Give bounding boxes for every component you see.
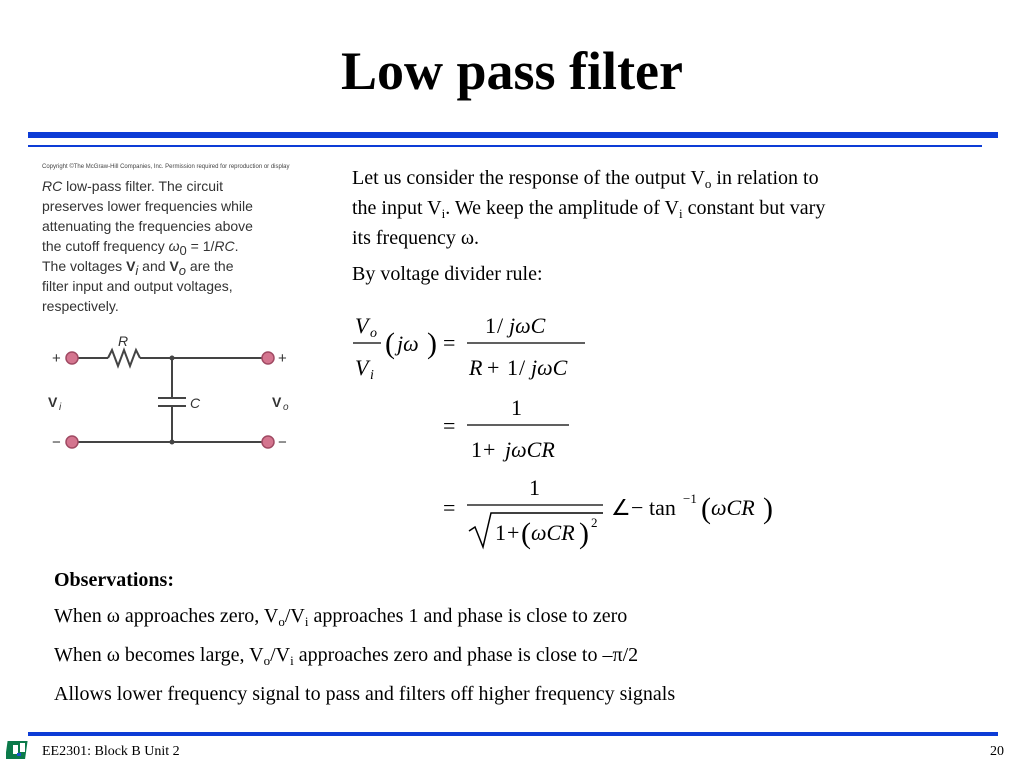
observations-heading: Observations: [54, 569, 174, 591]
equation-line-3 [443, 475, 773, 550]
slide-title: Low pass filter [341, 41, 683, 101]
observation-high-frequency: When ω becomes large, $V_o/V_i$ approaches zero and phase is close to –π/2 [54, 644, 639, 668]
svg-text:/: / [519, 355, 526, 380]
input-terminal-bottom [66, 436, 78, 448]
divider-rule-text: By voltage divider rule: [352, 263, 543, 285]
university-logo-icon [6, 738, 34, 764]
svg-text:−: − [631, 495, 644, 520]
svg-text:1: 1 [507, 355, 518, 380]
svg-text:−1: −1 [683, 491, 697, 506]
output-terminal-bottom [262, 436, 274, 448]
svg-text:jωCR: jωCR [505, 437, 555, 462]
svg-text:R: R [469, 355, 483, 380]
figure-caption: RC low-pass filter. The circuit preserves lower frequencies while attenuating the frequencies above the cutoff frequency $\omega_0 = 1/RC$. The voltages $V_i$ and $V_o$ are the filter input and output voltages, respectively. [42, 178, 253, 314]
output-terminal-top [262, 352, 274, 364]
vi-label: V [48, 394, 58, 410]
title-divider-thick [28, 132, 998, 138]
intro-text [352, 163, 992, 289]
svg-text:2: 2 [591, 515, 598, 530]
svg-text:jω: jω [397, 331, 419, 356]
svg-text:ωCR: ωCR [711, 495, 755, 520]
svg-text:/: / [497, 313, 504, 338]
svg-text:1: 1 [485, 313, 496, 338]
vo-subscript: o [283, 402, 289, 413]
svg-text:V: V [355, 313, 369, 338]
observations [54, 566, 994, 719]
title-divider-thin [28, 145, 982, 147]
svg-text:i: i [370, 368, 374, 383]
svg-text:=: = [443, 413, 456, 438]
vo-label: V [272, 394, 282, 410]
svg-text:): ) [579, 517, 589, 550]
footer-divider [28, 732, 998, 736]
resistor-label: R [118, 333, 129, 349]
textbook-figure [38, 160, 338, 460]
svg-text:jωC: jωC [531, 355, 568, 380]
intro-paragraph: Let us consider the response of the output $V_o$ in relation to the input $V_i$. We keep the amplitude of $V_i$ constant but vary its frequency ω. [352, 167, 826, 249]
rc-circuit-diagram [38, 330, 338, 460]
svg-text:+: + [507, 520, 520, 545]
svg-text:jωC: jωC [509, 313, 546, 338]
svg-text:1: 1 [495, 520, 506, 545]
output-minus-sign: − [278, 434, 287, 451]
transfer-function-equations [345, 305, 805, 555]
junction-bottom [170, 440, 175, 445]
svg-text:V: V [355, 355, 369, 380]
input-minus-sign: − [52, 434, 61, 451]
input-terminal-top [66, 352, 78, 364]
svg-text:∠: ∠ [611, 495, 631, 520]
input-plus-sign: + [52, 350, 61, 367]
svg-text:1: 1 [471, 437, 482, 462]
svg-text:=: = [443, 330, 456, 355]
figure-copyright: Copyright ©The McGraw-Hill Companies, Inc. Permission required for reproduction or display [42, 164, 290, 170]
svg-text:1: 1 [511, 395, 522, 420]
resistor-symbol [108, 350, 140, 366]
capacitor-label: C [190, 395, 201, 411]
svg-text:): ) [427, 327, 437, 360]
observation-summary: Allows lower frequency signal to pass and filters off higher frequency signals [54, 683, 676, 705]
equation-line-1 [353, 313, 585, 383]
svg-text:(: ( [385, 327, 395, 360]
equation-line-2 [443, 395, 569, 462]
output-plus-sign: + [278, 350, 287, 367]
svg-text:(: ( [701, 492, 711, 525]
junction-top [170, 356, 175, 361]
svg-text:1: 1 [529, 475, 540, 500]
svg-text:+: + [483, 437, 496, 462]
observation-low-frequency: When ω approaches zero, $V_o/V_i$ approaches 1 and phase is close to zero [54, 605, 628, 629]
svg-text:=: = [443, 495, 456, 520]
svg-text:(: ( [521, 517, 531, 550]
svg-text:tan: tan [649, 495, 676, 520]
footer-page-number: 20 [990, 744, 1004, 759]
svg-text:o: o [370, 326, 377, 341]
svg-text:): ) [763, 492, 773, 525]
svg-text:ωCR: ωCR [531, 520, 575, 545]
footer-course-label: EE2301: Block B Unit 2 [42, 744, 180, 759]
svg-text:+: + [487, 355, 500, 380]
vi-subscript: i [59, 402, 62, 413]
